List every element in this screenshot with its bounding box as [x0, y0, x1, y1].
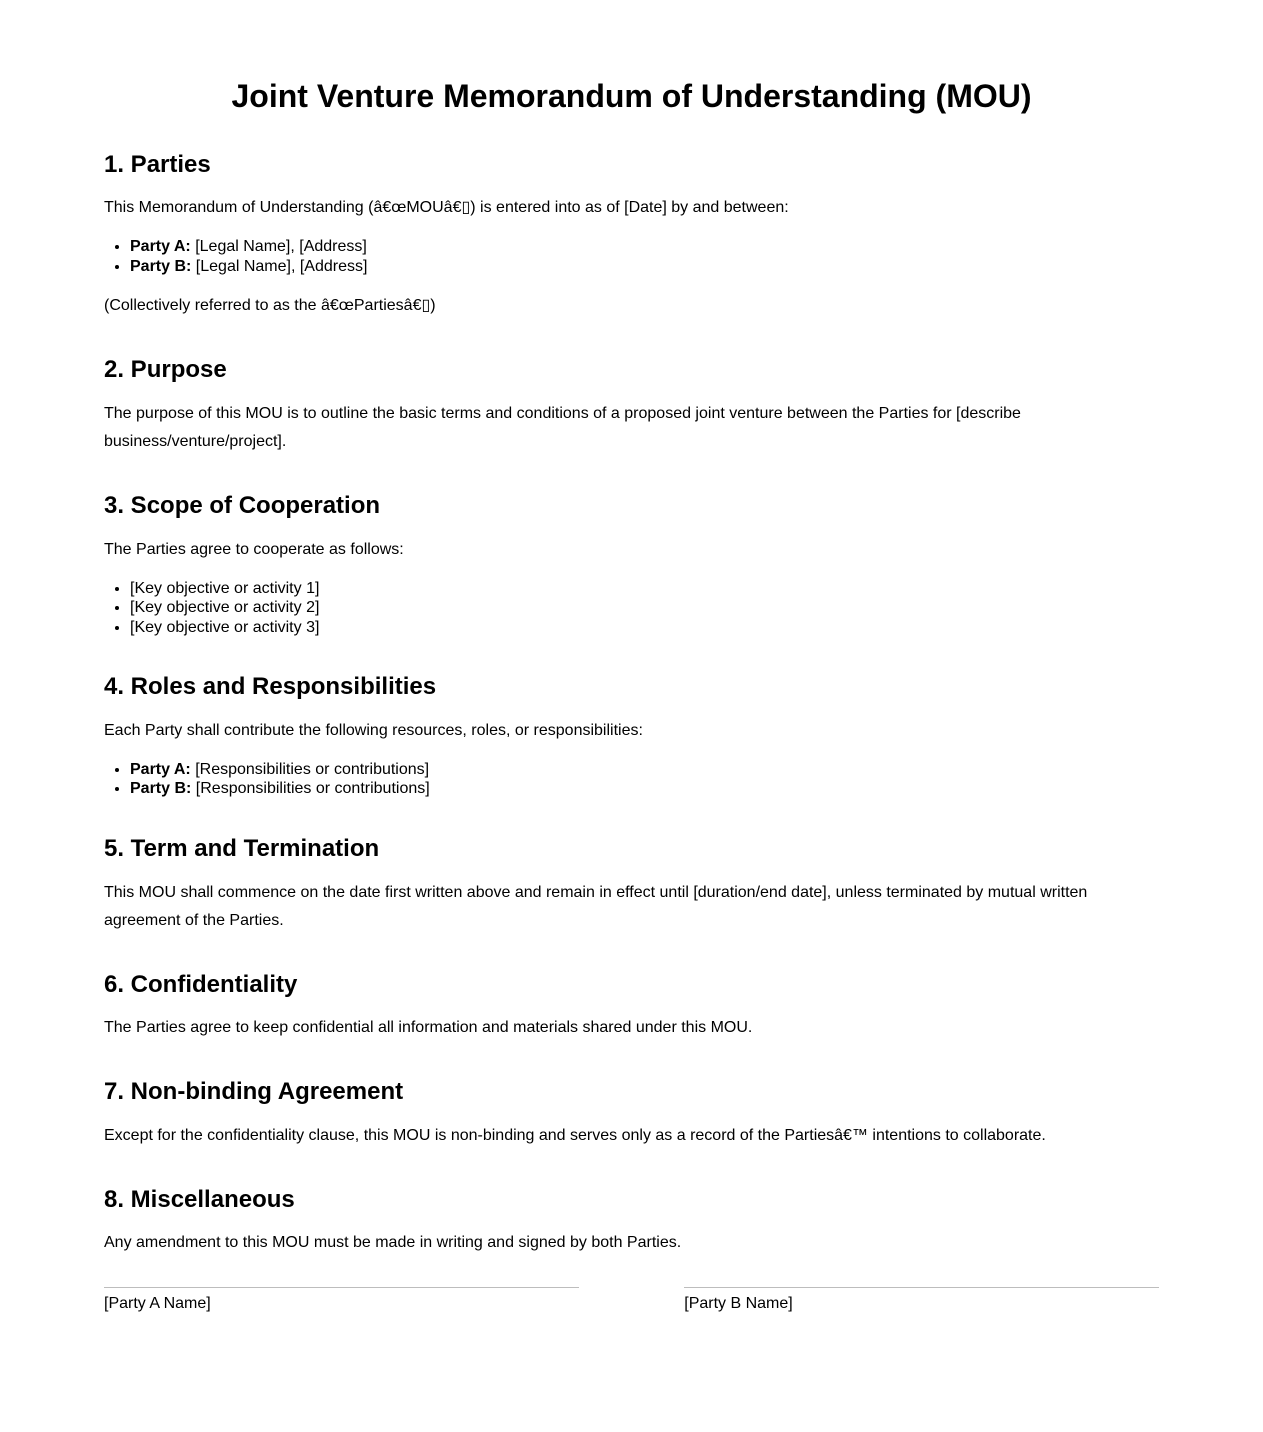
mou-document [104, 0, 1159, 1257]
roles-party-b-label-bold: Party B: [130, 780, 192, 798]
section-6-confidentiality [104, 971, 1159, 1043]
heading-term: 5. Term and Termination [104, 835, 380, 862]
signature-party-b [684, 1287, 1159, 1313]
heading-miscellaneous: 8. Miscellaneous [104, 1185, 295, 1213]
list-item-objective-1: • [Key objective or activity 1] [130, 580, 1159, 599]
heading-roles: 4. Roles and Responsibilities [104, 673, 437, 701]
list-scope-objectives [104, 580, 1159, 638]
signature-party-a [104, 1287, 579, 1313]
party-b-label-bold: Party B: [130, 257, 192, 275]
list-item-party-a [130, 238, 1159, 257]
paragraph-roles-intro: Each Party shall contribute the following resources, roles, or responsibilities: [104, 721, 643, 739]
list-roles [104, 761, 1159, 799]
paragraph-parties-intro: This Memorandum of Understanding (â€œMOUâ€▯) is entered into as of [Date] by and between: [104, 199, 789, 217]
paragraph-nonbinding: Except for the confidentiality clause, this MOU is non-binding and serves only as a record of the Partiesâ€™ intentions to collaborate. [104, 1126, 1046, 1144]
party-b-text: [Legal Name], [Address] [191, 257, 368, 275]
list-parties [104, 238, 1159, 276]
section-7-nonbinding [104, 1078, 1159, 1150]
heading-nonbinding: 7. Non-binding Agreement [104, 1078, 404, 1106]
section-4-roles [104, 673, 1159, 799]
roles-party-a-text: [Responsibilities or contributions] [190, 760, 430, 778]
paragraph-miscellaneous: Any amendment to this MOU must be made in writing and signed by both Parties. [104, 1234, 682, 1252]
paragraph-term: This MOU shall commence on the date first written above and remain in effect until [duration/end date], unless terminated by mutual written agreement of the Parties. [104, 883, 1088, 929]
signature-line-party-a [104, 1287, 579, 1288]
party-a-text: [Legal Name], [Address] [190, 238, 367, 256]
section-3-scope [104, 492, 1159, 637]
paragraph-parties-collective: (Collectively referred to as the â€œPartiesâ€▯) [104, 297, 436, 315]
section-8-miscellaneous [104, 1186, 1159, 1258]
document-title: Joint Venture Memorandum of Understanding (MOU) [231, 78, 1032, 114]
list-item-roles-party-a [130, 761, 1159, 780]
list-item-objective-2: • [Key objective or activity 2] [130, 599, 1159, 618]
roles-party-b-text: [Responsibilities or contributions] [191, 780, 430, 798]
list-item-party-b [130, 258, 1159, 277]
heading-scope: 3. Scope of Cooperation [104, 492, 381, 520]
list-item-objective-3: • [Key objective or activity 3] [130, 619, 1159, 638]
section-1-parties [104, 151, 1159, 321]
paragraph-confidentiality: The Parties agree to keep confidential all information and materials shared under this MOU. [104, 1019, 753, 1037]
signature-label-party-a: [Party A Name] [104, 1295, 211, 1312]
heading-parties: 1. Parties [104, 150, 211, 178]
section-2-purpose [104, 356, 1159, 456]
list-item-roles-party-b [130, 780, 1159, 799]
roles-party-a-label-bold: Party A: [130, 760, 191, 778]
signature-line-party-b [684, 1287, 1159, 1288]
section-5-term [104, 835, 1159, 935]
party-a-label-bold: Party A: [130, 238, 191, 256]
signature-label-party-b: [Party B Name] [684, 1295, 793, 1312]
paragraph-purpose: The purpose of this MOU is to outline the basic terms and conditions of a proposed joint venture between the Parties for [describe business/venture/project]. [104, 405, 1021, 451]
signature-block [104, 1287, 1159, 1313]
heading-purpose: 2. Purpose [104, 356, 227, 384]
heading-confidentiality: 6. Confidentiality [104, 970, 298, 998]
paragraph-scope-intro: The Parties agree to cooperate as follows: [104, 540, 404, 558]
